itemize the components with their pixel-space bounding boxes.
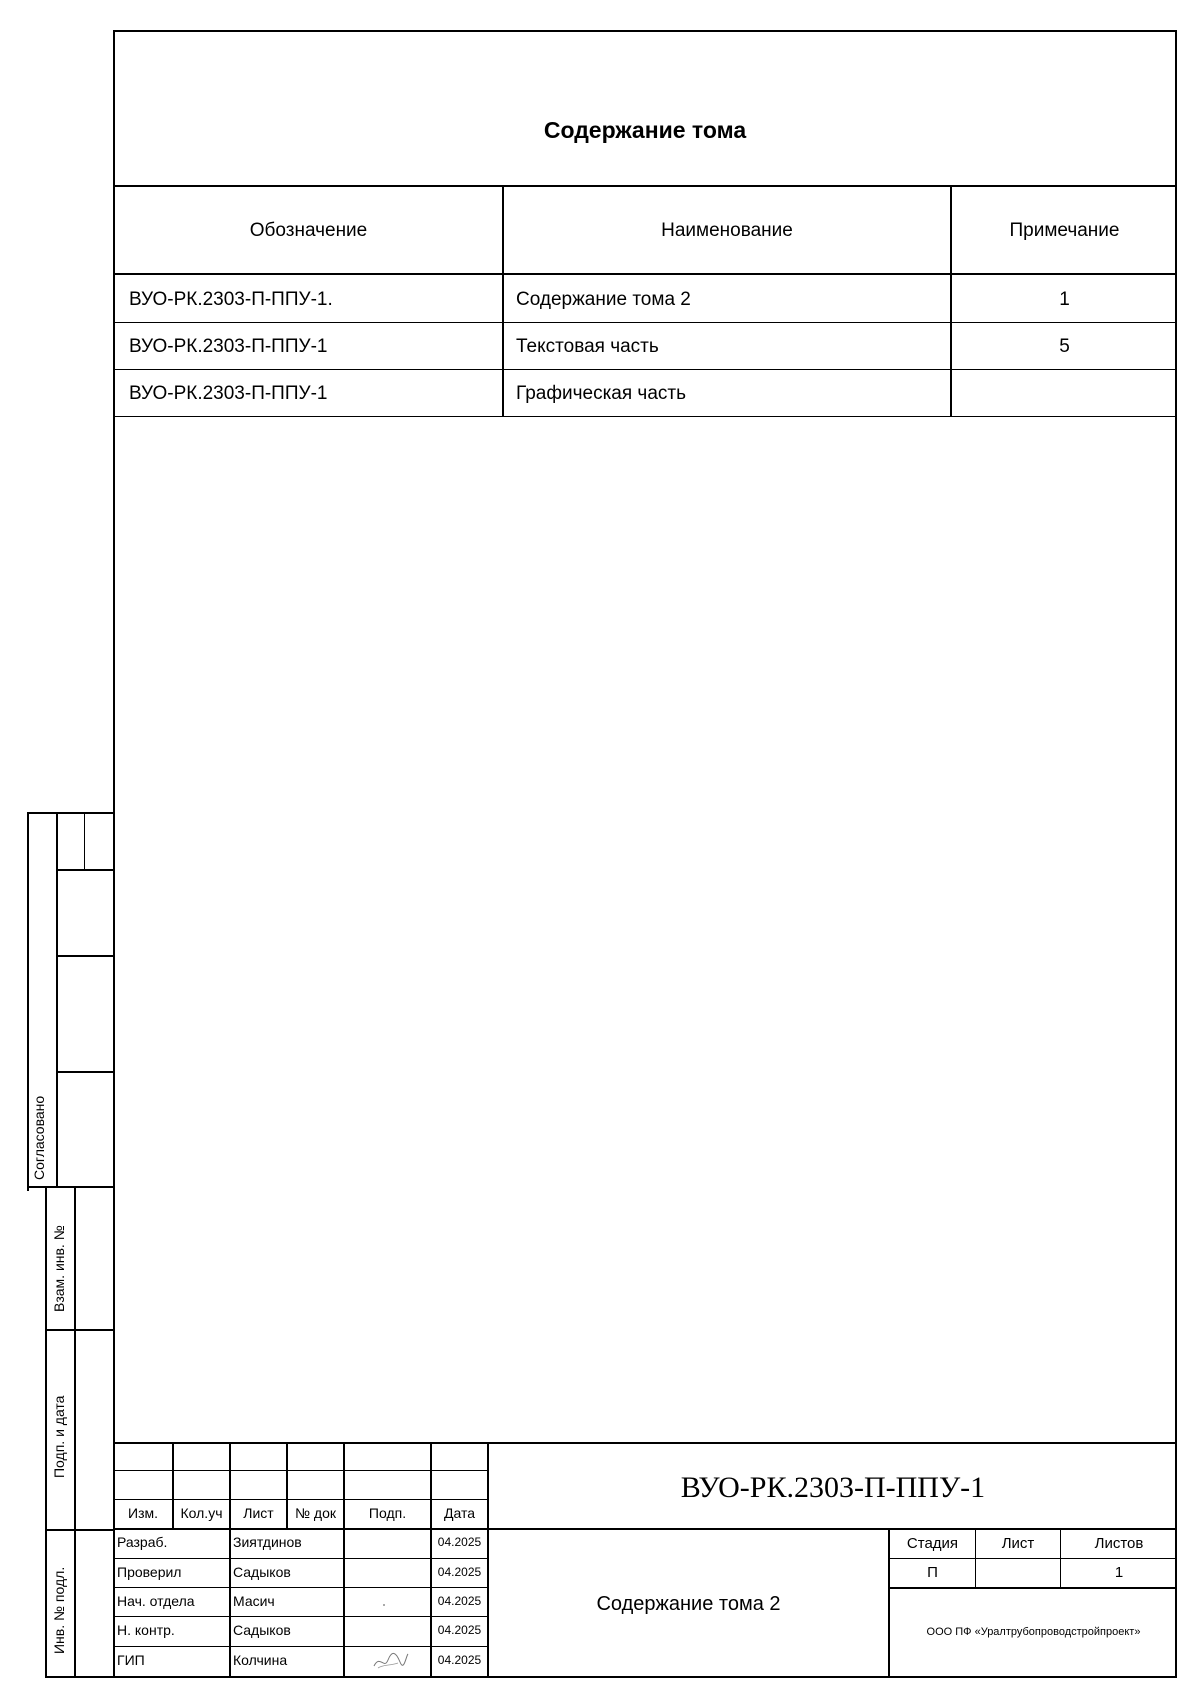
organization-name: ООО ПФ «Уралтрубопроводстройпроект» xyxy=(926,1626,1141,1638)
rev-header-kol: Кол.уч xyxy=(180,1505,223,1521)
person-name: Садыков xyxy=(233,1564,291,1580)
row-note: 5 xyxy=(1059,336,1070,357)
stage-header: Стадия xyxy=(906,1535,959,1552)
person-date: 04.2025 xyxy=(437,1653,482,1667)
person-date: 04.2025 xyxy=(437,1594,482,1608)
table-header-line xyxy=(113,273,1177,275)
row-name: Содержание тома 2 xyxy=(516,289,691,310)
row-name: Текстовая часть xyxy=(516,336,659,357)
stamp-line xyxy=(889,1587,1177,1589)
side-line xyxy=(27,812,29,1191)
sheets-header: Листов xyxy=(1094,1535,1144,1552)
table-top-line xyxy=(113,185,1177,187)
col-header-designation: Обозначение xyxy=(249,220,368,241)
row-designation: ВУО-РК.2303-П-ППУ-1 xyxy=(129,383,328,404)
side-line xyxy=(56,1071,114,1073)
person-role: Н. контр. xyxy=(117,1622,175,1638)
row-note: 1 xyxy=(1059,289,1070,310)
stamp-col xyxy=(229,1442,231,1678)
col-header-name: Наименование xyxy=(661,220,793,241)
side-line xyxy=(45,1676,114,1678)
person-role: Проверил xyxy=(117,1564,182,1580)
stamp-line xyxy=(113,1442,1177,1444)
row-designation: ВУО-РК.2303-П-ППУ-1. xyxy=(129,289,333,310)
side-line xyxy=(27,1186,114,1188)
main-frame xyxy=(113,30,1177,1678)
side-line xyxy=(45,1529,114,1531)
side-line xyxy=(45,1188,47,1678)
sheet-header: Лист xyxy=(1001,1535,1035,1552)
stamp-col xyxy=(430,1442,432,1678)
person-role: Разраб. xyxy=(117,1534,168,1550)
document-code: ВУО-РК.2303-П-ППУ-1 xyxy=(680,1471,986,1504)
signature-mark xyxy=(370,1646,410,1674)
table-col-line xyxy=(502,185,504,417)
person-name: Колчина xyxy=(233,1652,288,1668)
rev-header-doc: № док xyxy=(295,1505,336,1521)
table-row-line xyxy=(113,369,1177,370)
stamp-line xyxy=(889,1558,1177,1559)
side-label-sign-date: Подп. и дата xyxy=(51,1395,67,1478)
side-label-replace-inv: Взам. инв. № xyxy=(51,1225,67,1312)
side-label-agreed: Согласовано xyxy=(31,1095,47,1180)
side-line xyxy=(56,869,114,871)
side-label-inv-orig: Инв. № подл. xyxy=(51,1566,67,1654)
person-name: Масич xyxy=(233,1593,275,1609)
person-name: Зиятдинов xyxy=(233,1534,302,1550)
rev-header-list: Лист xyxy=(243,1505,274,1521)
person-role: ГИП xyxy=(117,1652,145,1668)
row-designation: ВУО-РК.2303-П-ППУ-1 xyxy=(129,336,328,357)
side-line xyxy=(84,812,85,869)
stamp-line xyxy=(113,1528,1177,1530)
table-row-line xyxy=(113,322,1177,323)
rev-header-izm: Изм. xyxy=(128,1505,158,1521)
side-line xyxy=(56,955,114,957)
side-line xyxy=(27,812,114,814)
rev-header-date: Дата xyxy=(443,1505,475,1521)
side-line xyxy=(74,1188,76,1678)
rev-header-sign: Подп. xyxy=(368,1505,407,1521)
person-date: 04.2025 xyxy=(437,1565,482,1579)
signature-dot xyxy=(383,1604,385,1606)
side-line xyxy=(45,1329,114,1331)
col-header-note: Примечание xyxy=(1009,220,1120,241)
person-date: 04.2025 xyxy=(437,1623,482,1637)
table-row-line xyxy=(113,416,1177,417)
person-role: Нач. отдела xyxy=(117,1593,195,1609)
person-name: Садыков xyxy=(233,1622,291,1638)
row-name: Графическая часть xyxy=(516,383,686,404)
stamp-document-title: Содержание тома 2 xyxy=(596,1593,781,1615)
person-date: 04.2025 xyxy=(437,1535,482,1549)
stage-value: П xyxy=(927,1564,938,1581)
stamp-col xyxy=(343,1442,345,1678)
sheets-value: 1 xyxy=(1114,1564,1124,1581)
page-title: Содержание тома xyxy=(543,117,747,143)
